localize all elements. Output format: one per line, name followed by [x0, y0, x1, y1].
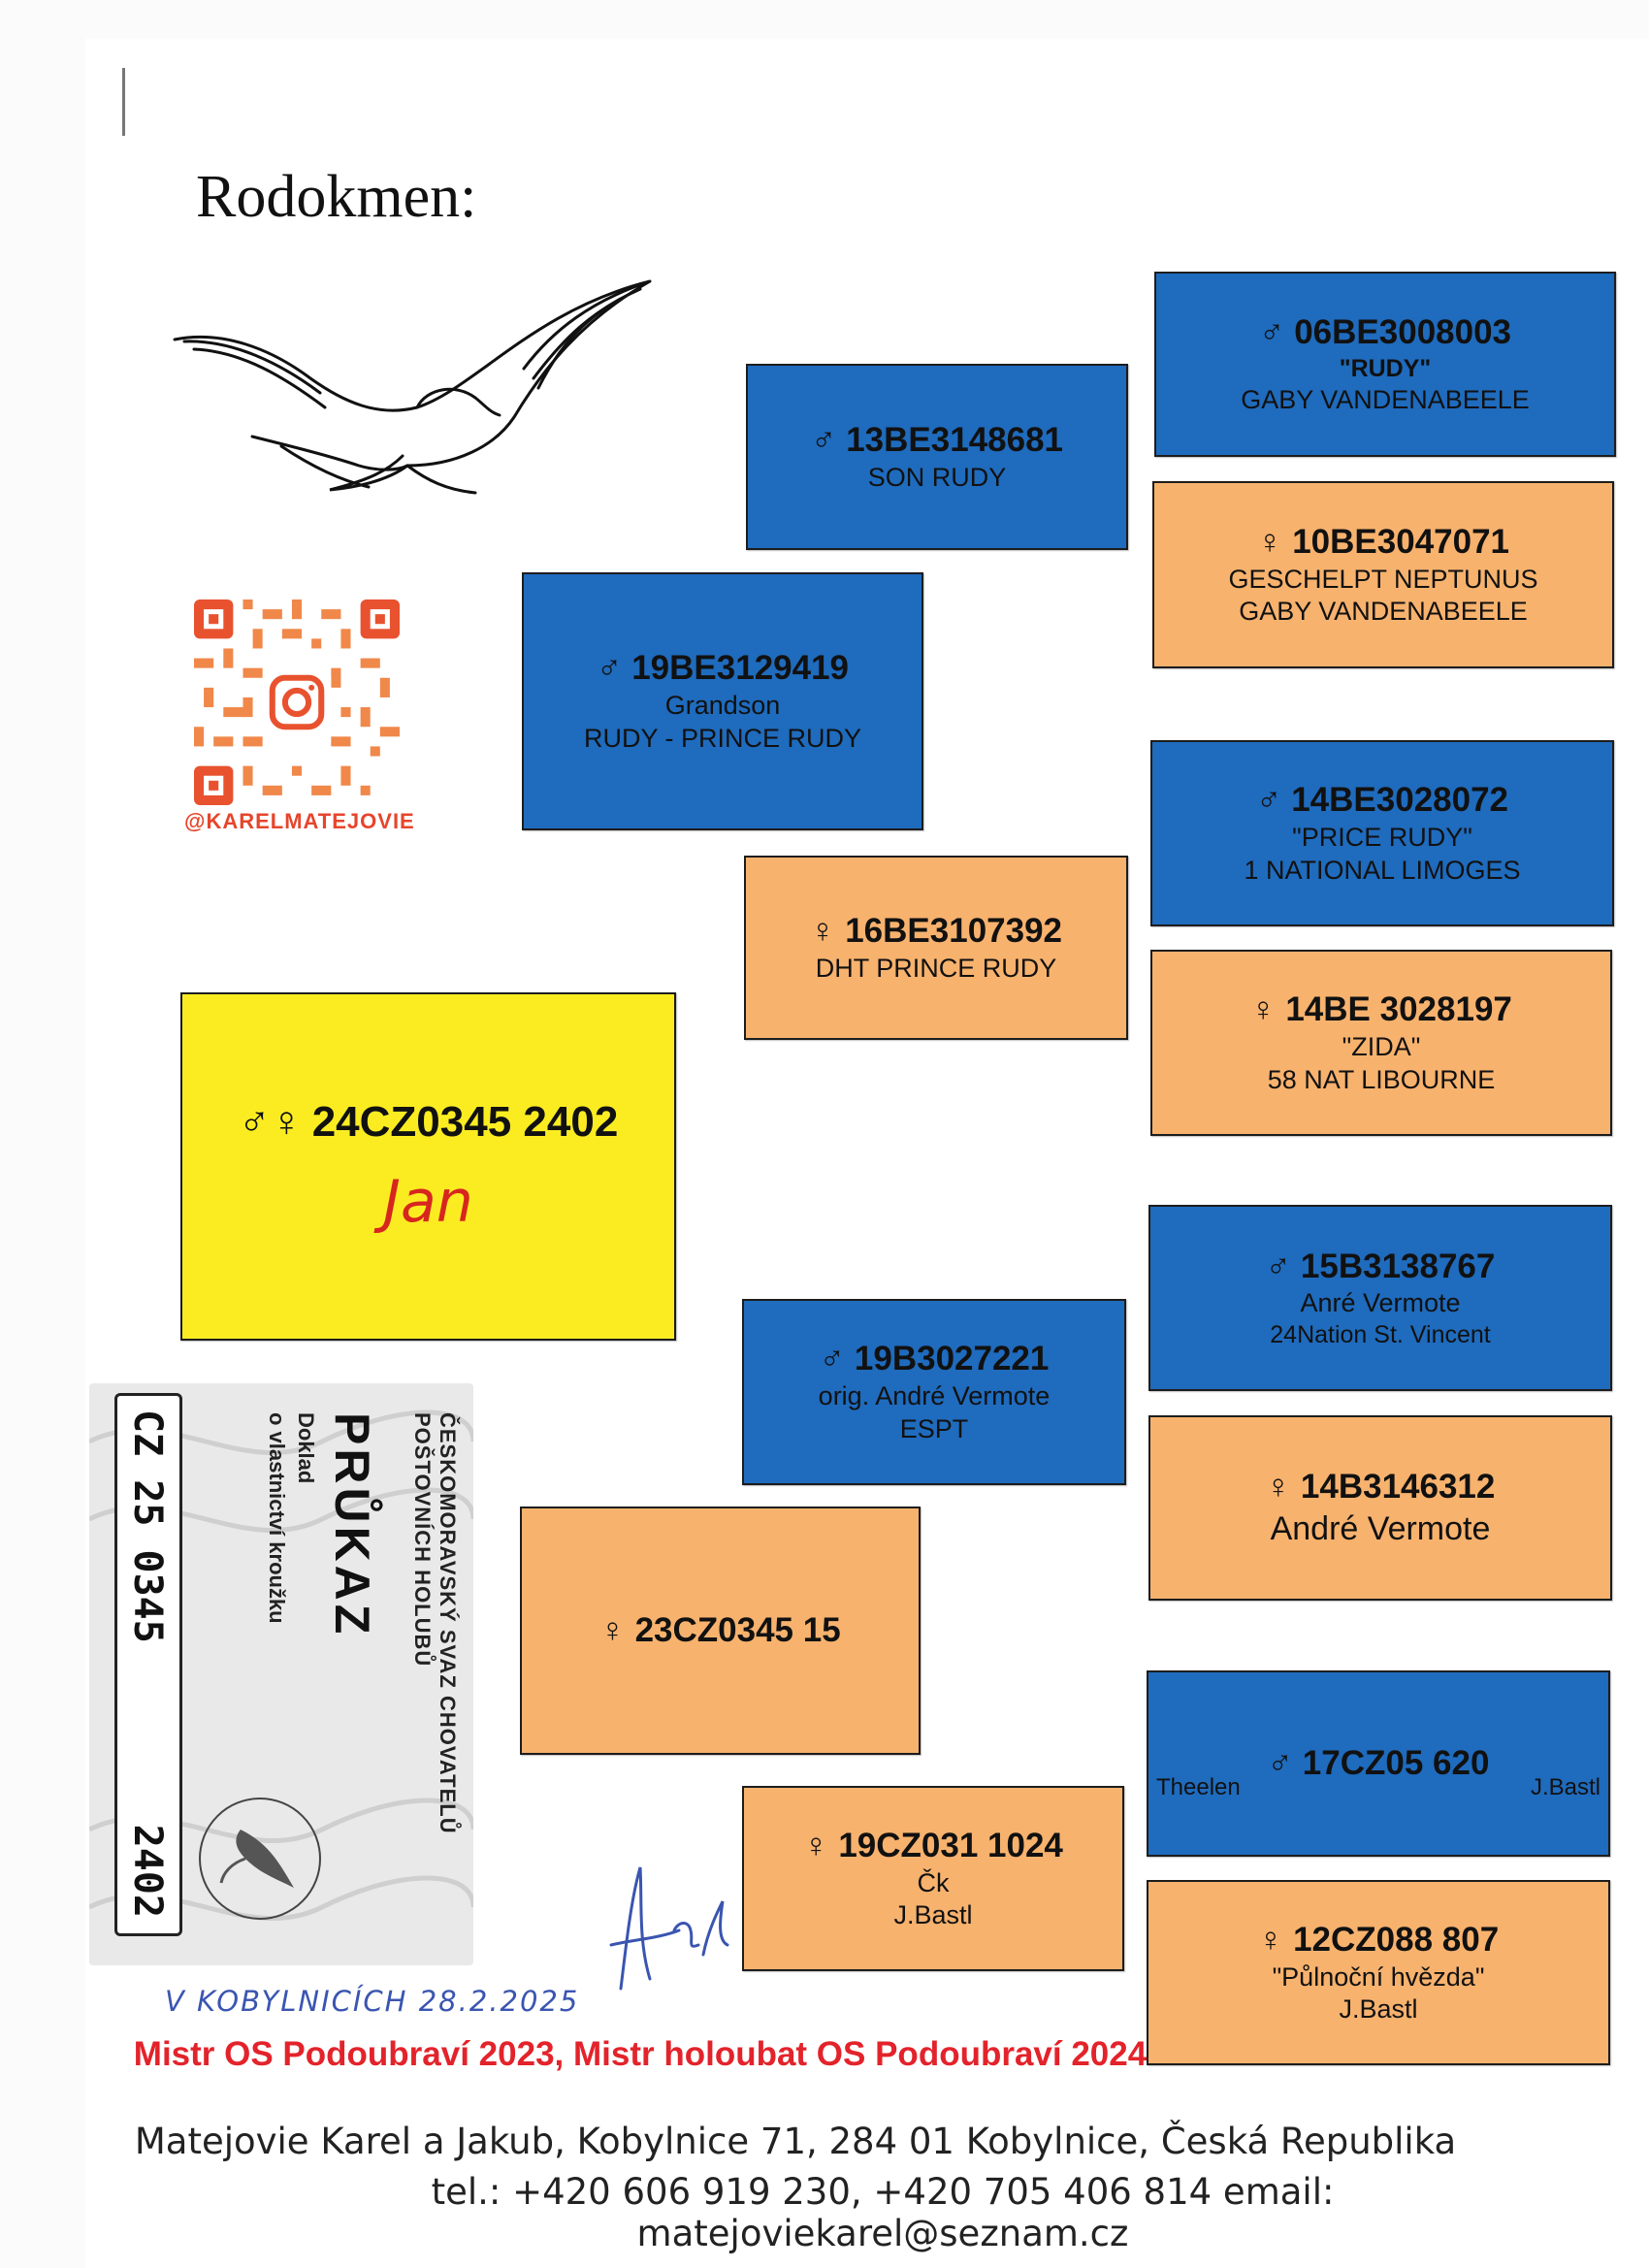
father-box	[522, 572, 923, 830]
male-icon: ♂	[810, 421, 837, 460]
paternal-grandmother-box	[744, 856, 1128, 1040]
mother-box	[520, 1507, 921, 1755]
subject-name: Jan	[383, 1167, 473, 1236]
mm-line2: J.Bastl	[893, 1900, 973, 1930]
place-and-date: V KOBYLNICÍCH 28.2.2025	[165, 1985, 580, 2018]
mfm-line1: André Vermote	[1270, 1510, 1491, 1548]
fmf-line2: 1 NATIONAL LIMOGES	[1244, 855, 1521, 885]
mff-ring: ♂ 15B3138767	[1265, 1247, 1496, 1285]
paternal-grandfather-box	[746, 364, 1128, 550]
card-subtitle: Doklad o vlastnictví kroužku	[265, 1412, 318, 1624]
ring-ownership-card	[89, 1383, 473, 1965]
ffm-line2: GABY VANDENABEELE	[1239, 597, 1528, 627]
male-icon: ♂	[819, 1340, 845, 1378]
ggp-mff-box	[1148, 1205, 1612, 1391]
fmf-ring: ♂ 14BE3028072	[1255, 781, 1509, 820]
fmm-line2: 58 NAT LIBOURNE	[1267, 1064, 1496, 1094]
father-line1: Grandson	[664, 691, 781, 721]
male-icon: ♂	[1255, 781, 1282, 820]
ff-line1: SON RUDY	[867, 463, 1007, 492]
fff-line1: "RUDY"	[1339, 354, 1432, 382]
male-icon: ♂	[1267, 1744, 1293, 1783]
male-icon: ♂	[596, 649, 623, 688]
subject-ring: ♂♀ 24CZ0345 2402	[238, 1097, 619, 1146]
ffm-ring: ♀ 10BE3047071	[1256, 522, 1510, 561]
mf-line1: orig. André Vermote	[818, 1381, 1051, 1411]
ffm-line1: GESCHELPT NEPTUNUS	[1228, 564, 1538, 594]
fm-ring: ♀ 16BE3107392	[809, 912, 1063, 951]
dove-icon	[165, 272, 669, 504]
maternal-grandmother-box	[742, 1786, 1124, 1971]
female-icon: ♀	[1257, 1920, 1284, 1959]
master-title: Mistr OS Podoubraví 2023, Mistr holoubat OS Podoubraví 2024	[133, 2035, 1148, 2073]
ggp-fff-box	[1154, 272, 1616, 457]
mmm-line2: J.Bastl	[1339, 1994, 1418, 2025]
handwritten-signature	[582, 1863, 737, 1998]
female-icon: ♀	[1250, 990, 1277, 1029]
fmf-line1: "PRICE RUDY"	[1292, 823, 1472, 853]
ggp-mfm-box	[1148, 1415, 1612, 1601]
mff-line2: 24Nation St. Vincent	[1270, 1321, 1491, 1349]
card-ring-code: CZ 25 0345	[125, 1409, 170, 1643]
ggp-ffm-box	[1152, 481, 1614, 668]
mmf-ring: ♂ 17CZ05 620	[1267, 1744, 1490, 1783]
father-ring: ♂ 19BE3129419	[596, 649, 850, 688]
card-ring-number: 2402	[125, 1824, 170, 1918]
female-icon: ♀	[803, 1826, 829, 1864]
address: Matejovie Karel a Jakub, Kobylnice 71, 284 01 Kobylnice, Česká Republika	[134, 2121, 1457, 2162]
mmf-right: J.Bastl	[1530, 1774, 1600, 1800]
mf-line2: ESPT	[899, 1413, 969, 1443]
ggp-mmm-box	[1147, 1880, 1610, 2065]
card-title: PRŮKAZ	[325, 1412, 379, 1638]
female-icon: ♀	[1256, 522, 1283, 561]
female-icon: ♀	[1265, 1468, 1291, 1507]
punch-mark	[122, 68, 125, 136]
ggp-fmf-box	[1150, 740, 1614, 926]
maternal-grandfather-box	[742, 1299, 1126, 1485]
pigeon-seal-icon	[192, 1791, 328, 1927]
card-association: ČESKOMORAVSKÝ SVAZ CHOVATELŮ POŠTOVNÍCH HOLUBŮ	[410, 1412, 460, 1834]
mm-ring: ♀ 19CZ031 1024	[803, 1826, 1063, 1864]
male-female-icon: ♂♀	[238, 1097, 303, 1146]
card-ring-field	[114, 1393, 182, 1936]
mmf-left: Theelen	[1156, 1774, 1241, 1800]
mfm-ring: ♀ 14B3146312	[1265, 1468, 1496, 1507]
fm-line1: DHT PRINCE RUDY	[815, 954, 1057, 983]
ggp-fmm-box	[1150, 950, 1612, 1136]
ff-ring: ♂ 13BE3148681	[810, 421, 1064, 460]
mother-ring: ♀ 23CZ0345 15	[599, 1611, 841, 1650]
fff-line2: GABY VANDENABEELE	[1241, 385, 1530, 415]
instagram-qr-code[interactable]	[194, 599, 400, 805]
mf-ring: ♂ 19B3027221	[819, 1340, 1050, 1378]
mmm-line1: "Půlnoční hvězda"	[1272, 1961, 1485, 1992]
mff-line1: Anré Vermote	[1300, 1288, 1461, 1318]
instagram-handle[interactable]: @KARELMATEJOVIE	[184, 809, 415, 833]
male-icon: ♂	[1258, 313, 1285, 352]
female-icon: ♀	[599, 1611, 626, 1650]
contact-info[interactable]: tel.: +420 606 919 230, +420 705 406 814 email: matejoviekarel@seznam.cz	[431, 2171, 1335, 2254]
father-line2: RUDY - PRINCE RUDY	[583, 723, 862, 753]
card-content	[89, 1383, 473, 1965]
page-title: Rodokmen:	[196, 164, 477, 230]
ggp-mmf-box	[1147, 1670, 1610, 1857]
subject-box	[180, 992, 676, 1341]
fff-ring: ♂ 06BE3008003	[1258, 313, 1512, 352]
fmm-ring: ♀ 14BE 3028197	[1250, 990, 1512, 1029]
fmm-line1: "ZIDA"	[1342, 1032, 1421, 1062]
mmm-ring: ♀ 12CZ088 807	[1257, 1920, 1500, 1959]
male-icon: ♂	[1265, 1247, 1291, 1285]
female-icon: ♀	[809, 912, 836, 951]
mm-line1: Čk	[917, 1867, 950, 1897]
